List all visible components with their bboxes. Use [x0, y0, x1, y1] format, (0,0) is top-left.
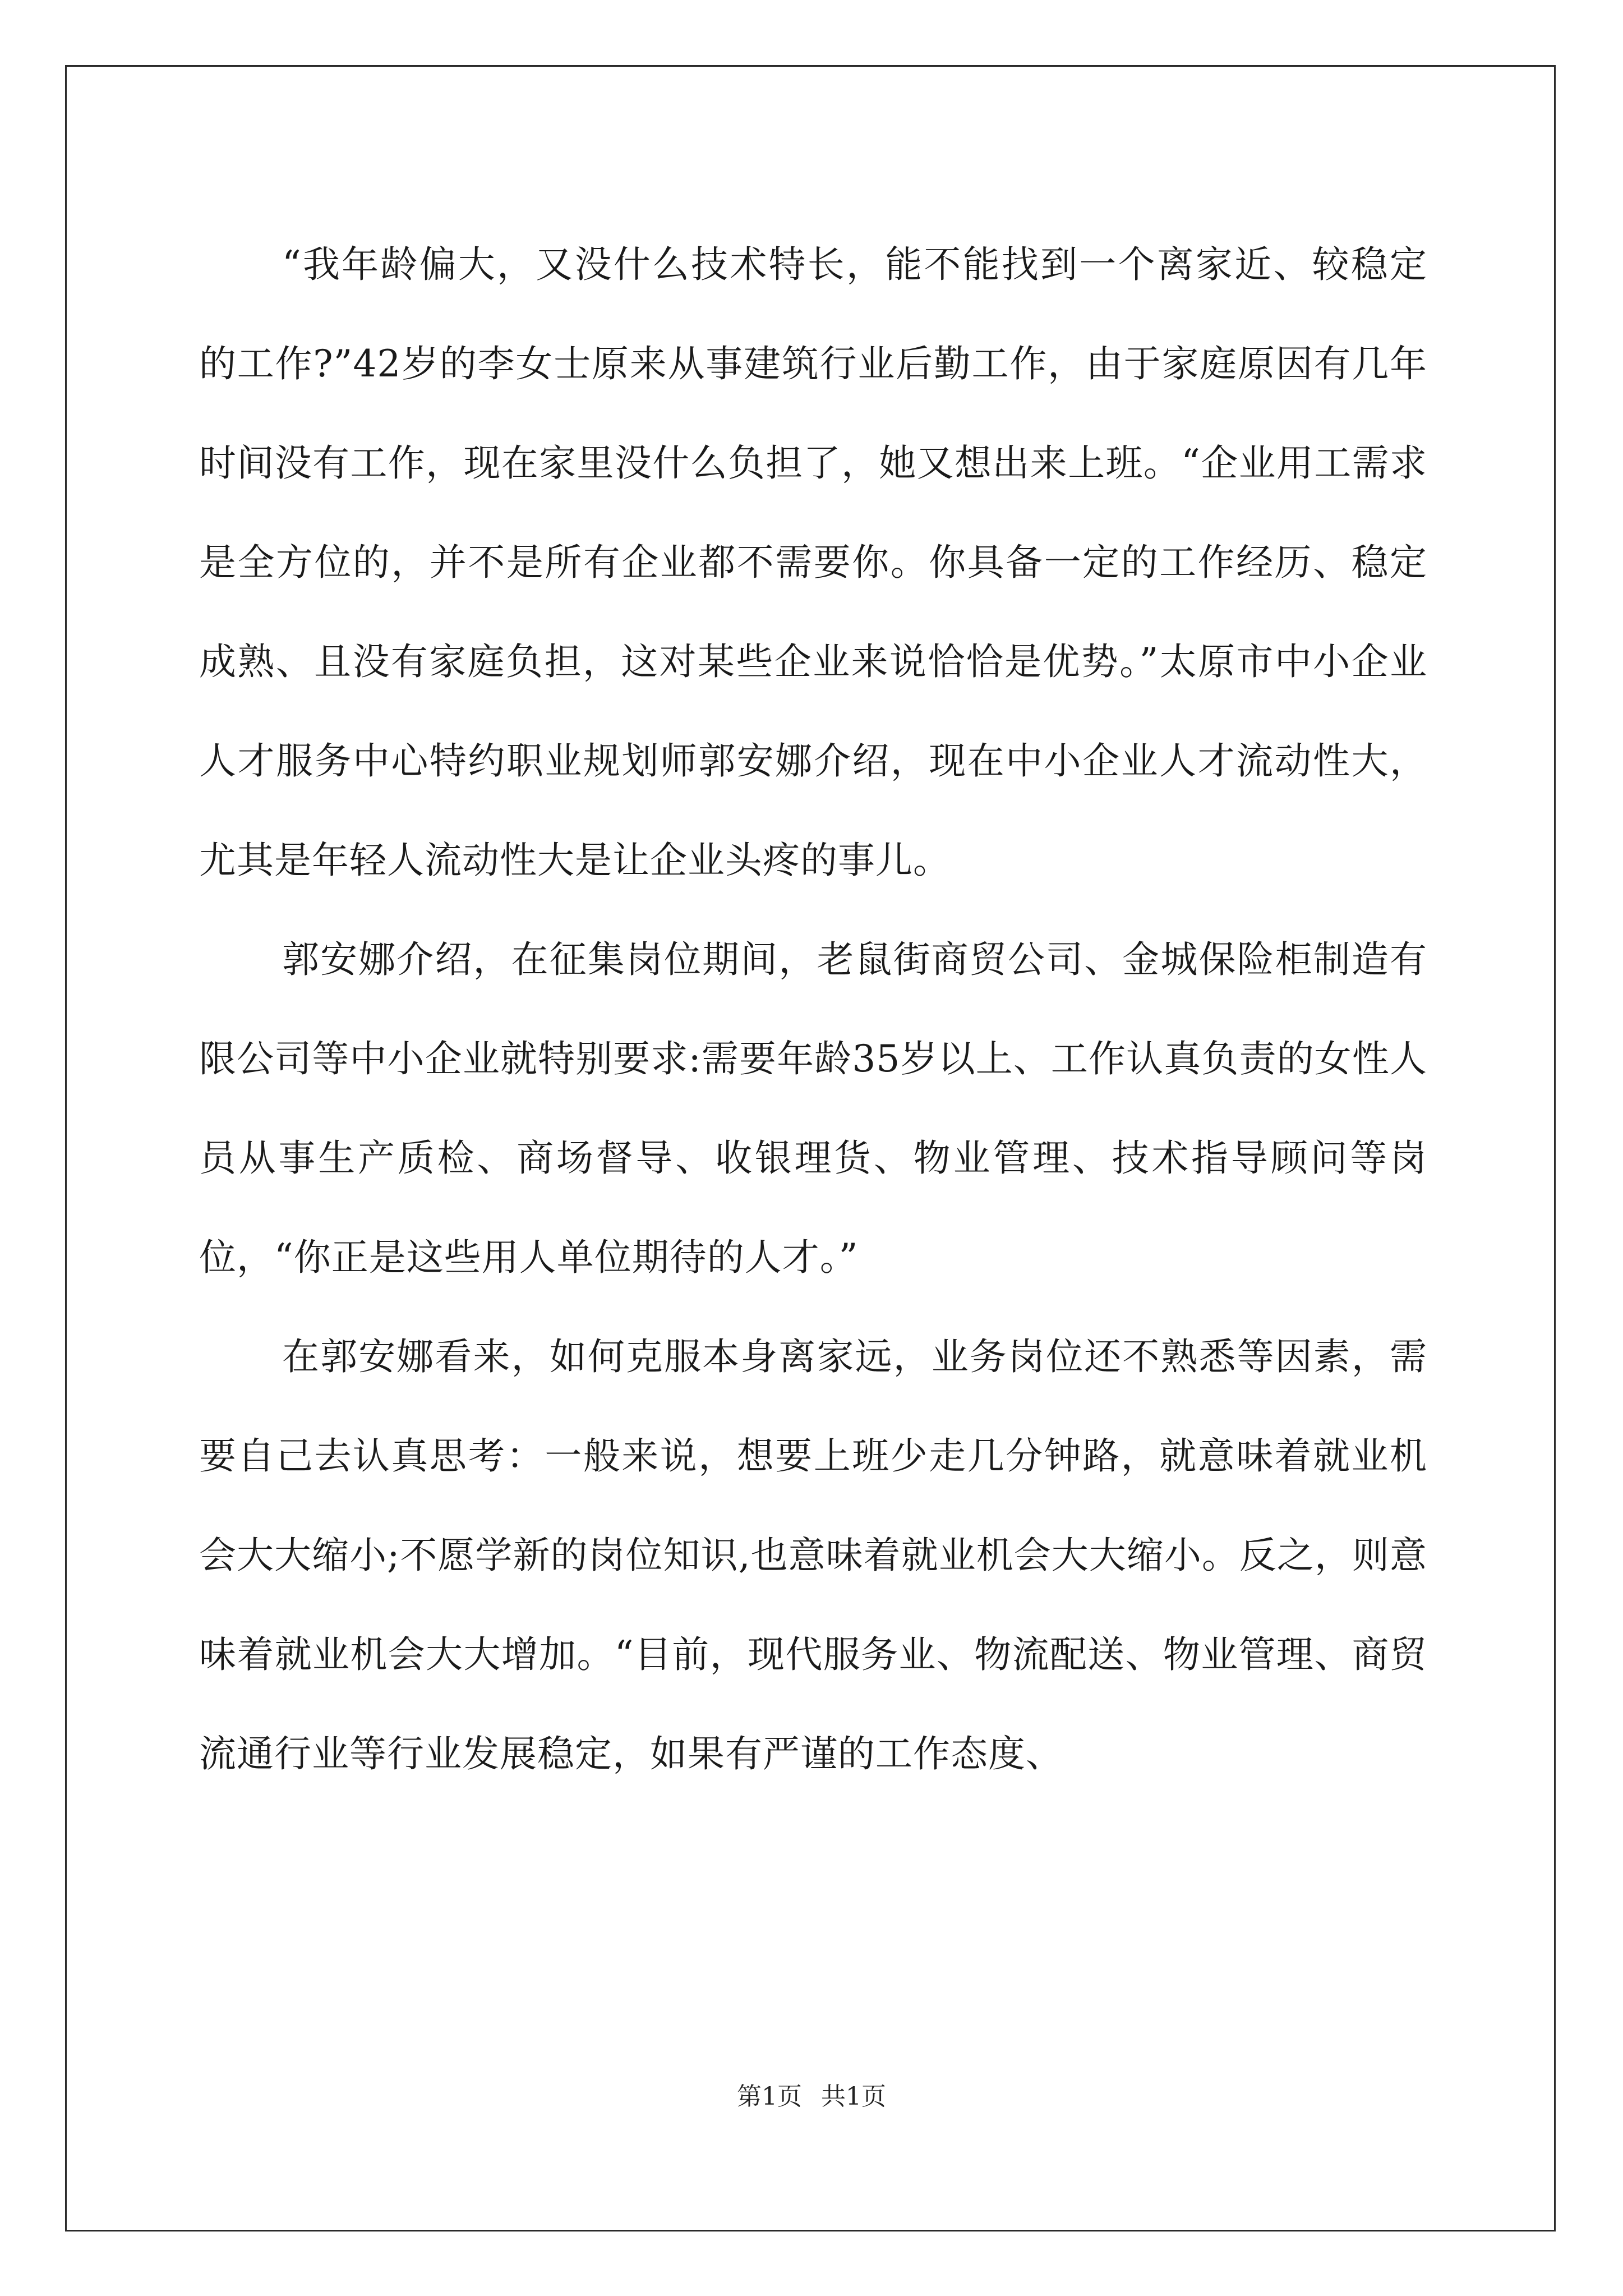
paragraph: 郭安娜介绍，在征集岗位期间，老鼠街商贸公司、金城保险柜制造有限公司等中小企业就特别要求:需要年龄35岁以上、工作认真负责的女性人员从事生产质检、商场督导、收银理货、物业管理、技术指导顾问等岗位，“你正是这些用人单位期待的人才。”	[199, 938, 1427, 1279]
paragraph: 在郭安娜看来，如何克服本身离家远，业务岗位还不熟悉等因素，需要自己去认真思考：一般来说，想要上班少走几分钟路，就意味着就业机会大大缩小;不愿学新的岗位知识,也意味着就业机会大大缩小。反之，则意味着就业机会大大增加。“目前，现代服务业、物流配送、物业管理、商贸流通行业等行业发展稳定，如果有严谨的工作态度、	[199, 1335, 1427, 1775]
document-body	[199, 215, 1427, 1803]
page-number-total: 共1页	[821, 2082, 886, 2111]
page-number-current: 第1页	[737, 2082, 802, 2111]
paragraph: “我年龄偏大，又没什么技术特长，能不能找到一个离家近、较稳定的工作?”42岁的李女士原来从事建筑行业后勤工作，由于家庭原因有几年时间没有工作，现在家里没什么负担了，她又想出来上班。“企业用工需求是全方位的，并不是所有企业都不需要你。你具备一定的工作经历、稳定成熟、且没有家庭负担，这对某些企业来说恰恰是优势。”太原市中小企业人才服务中心特约职业规划师郭安娜介绍，现在中小企业人才流动性大，尤其是年轻人流动性大是让企业头疼的事儿。	[199, 243, 1427, 882]
page-footer	[0, 2080, 1623, 2114]
